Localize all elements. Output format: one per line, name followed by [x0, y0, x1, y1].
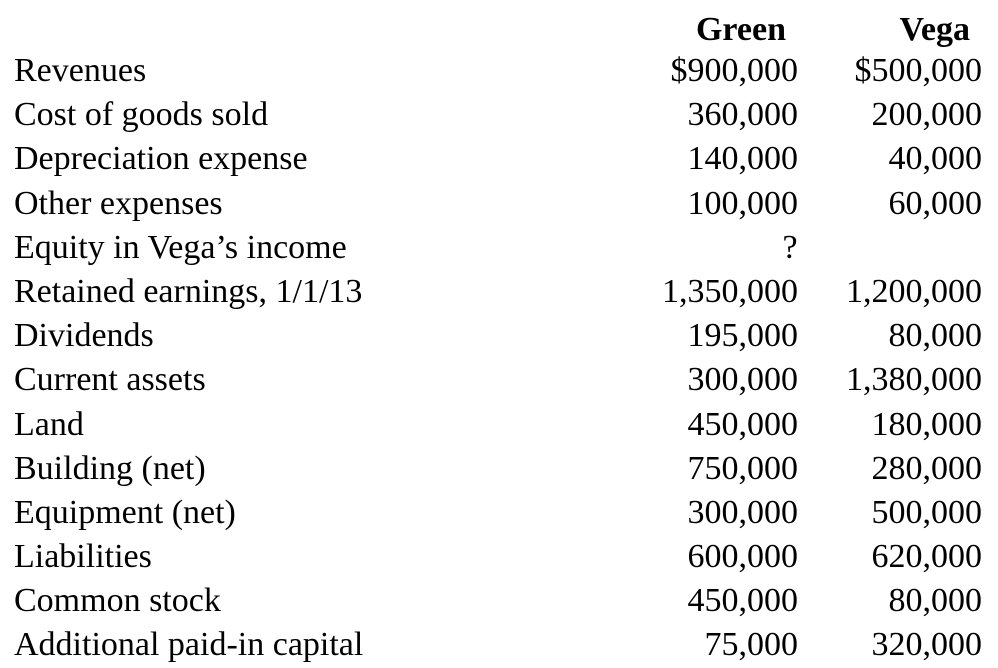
- table-row: [0, 314, 998, 358]
- row-label: Building (net): [14, 449, 206, 487]
- vega-value: 200,000: [871, 96, 982, 134]
- table-row: [0, 491, 998, 535]
- row-label: Revenues: [14, 52, 147, 89]
- row-label: Cost of goods sold: [14, 96, 269, 134]
- column-header-vega: Vega: [899, 11, 970, 48]
- table-row: [0, 579, 998, 623]
- table-row: [0, 182, 998, 226]
- vega-value: 1,200,000: [846, 272, 982, 310]
- table-row: [0, 137, 998, 181]
- vega-value: 320,000: [871, 626, 982, 664]
- table-row: [0, 623, 998, 667]
- green-value: 100,000: [687, 184, 798, 222]
- table-row: [0, 447, 998, 491]
- row-label: Current assets: [14, 361, 206, 399]
- table-row: [0, 403, 998, 447]
- row-label: Land: [14, 405, 84, 443]
- green-value: 300,000: [687, 493, 798, 531]
- vega-value: 60,000: [888, 184, 982, 222]
- column-header-green: Green: [695, 11, 786, 48]
- table-body: [0, 49, 998, 668]
- row-label: Dividends: [14, 317, 154, 355]
- vega-value: 1,380,000: [846, 361, 982, 399]
- table-row: [0, 49, 998, 93]
- table-row: [0, 93, 998, 137]
- green-value: 140,000: [687, 140, 798, 178]
- vega-value: 80,000: [888, 582, 982, 620]
- vega-value: 80,000: [888, 317, 982, 355]
- green-value: 1,350,000: [662, 272, 798, 310]
- row-label: Additional paid-in capital: [14, 626, 364, 664]
- green-value: 600,000: [687, 538, 798, 576]
- row-label: Common stock: [14, 582, 221, 620]
- table-row: [0, 358, 998, 402]
- table-header: [0, 2, 998, 50]
- row-label: Other expenses: [14, 184, 223, 222]
- row-label: Liabilities: [14, 538, 152, 576]
- green-value: ?: [782, 228, 798, 266]
- table-row: [0, 270, 998, 314]
- vega-value: $500,000: [854, 52, 982, 89]
- green-value: 360,000: [687, 96, 798, 134]
- vega-value: 500,000: [871, 493, 982, 531]
- vega-value: 40,000: [888, 140, 982, 178]
- green-value: $900,000: [670, 52, 798, 89]
- green-value: 75,000: [704, 626, 798, 664]
- row-label: Depreciation expense: [14, 140, 308, 178]
- table-row: [0, 535, 998, 579]
- green-value: 195,000: [687, 317, 798, 355]
- vega-value: 620,000: [871, 538, 982, 576]
- vega-value: 280,000: [871, 449, 982, 487]
- row-label: Retained earnings, 1/1/13: [14, 272, 363, 310]
- green-value: 450,000: [687, 405, 798, 443]
- row-label: Equity in Vega’s income: [14, 228, 347, 266]
- green-value: 750,000: [687, 449, 798, 487]
- table-row: [0, 226, 998, 270]
- vega-value: 180,000: [871, 405, 982, 443]
- green-value: 450,000: [687, 582, 798, 620]
- row-label: Equipment (net): [14, 493, 236, 531]
- green-value: 300,000: [687, 361, 798, 399]
